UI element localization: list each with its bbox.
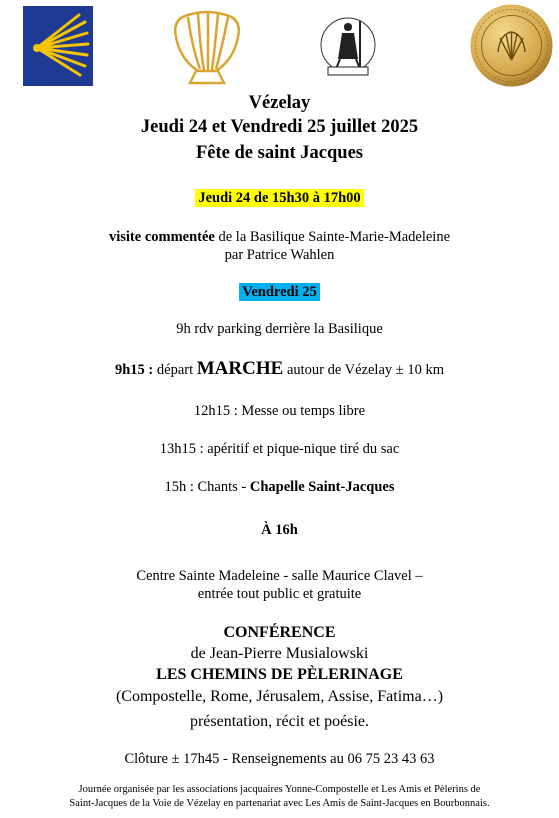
friday-rdv: 9h rdv parking derrière la Basilique	[176, 321, 383, 337]
walk-pre: départ	[153, 362, 197, 378]
footer-line2: Saint-Jacques de la Voie de Vézelay en partenariat avec Les Amis de Saint-Jacques en Bourbonnais.	[69, 798, 490, 809]
pilgrim-seal-logo	[318, 7, 378, 87]
songs-time: 15h : Chants -	[164, 479, 250, 495]
title-town: Vézelay	[248, 93, 311, 113]
friday-mass: 12h15 : Messe ou temps libre	[193, 403, 366, 419]
scallop-shell-blue-logo	[23, 6, 93, 86]
footer-line1: Journée organisée par les associations jacquaires Yonne-Compostelle et Les Amis et Pèlerins de	[78, 784, 481, 795]
walk-post: autour de Vézelay ± 10 km	[283, 362, 445, 378]
visit-label: visite commentée	[108, 229, 215, 245]
thursday-banner	[0, 189, 559, 207]
venue-line1: Centre Sainte Madeleine - salle Maurice Clavel –	[136, 568, 423, 584]
visit-place: de la Basilique Sainte-Marie-Madeleine	[214, 229, 451, 245]
title-event: Fête de saint Jacques	[196, 143, 363, 163]
walk-title: MARCHE	[196, 358, 284, 379]
visit-guide: par Patrice Wahlen	[224, 247, 335, 263]
title-dates: Jeudi 24 et Vendredi 25 juillet 2025	[140, 117, 419, 137]
friday-banner	[0, 283, 559, 301]
closing-info: Clôture ± 17h45 - Renseignements au 06 75 23 43 63	[124, 751, 435, 767]
afternoon-time: À 16h	[261, 522, 298, 538]
conference-routes: (Compostelle, Rome, Jérusalem, Assise, Fatima…)	[115, 688, 444, 705]
friday-walk	[0, 360, 559, 379]
friday-banner-text: Vendredi 25	[239, 283, 320, 301]
venue-line2: entrée tout public et gratuite	[197, 586, 362, 602]
scallop-shell-gold-outline-logo	[168, 7, 246, 89]
conference-format: présentation, récit et poésie.	[189, 713, 370, 730]
songs-place: Chapelle Saint-Jacques	[249, 479, 395, 495]
logo-strip	[0, 0, 559, 96]
friday-lunch: 13h15 : apéritif et pique-nique tiré du sac	[159, 441, 400, 457]
conference-speaker: de Jean-Pierre Musialowski	[190, 645, 369, 662]
conference-label: CONFÉRENCE	[223, 624, 336, 641]
walk-time: 9h15 :	[114, 362, 154, 378]
amis-pelerins-gold-seal-logo	[470, 4, 553, 87]
conference-title: LES CHEMINS DE PÈLERINAGE	[156, 666, 403, 683]
friday-songs	[0, 478, 559, 496]
thursday-visit	[0, 228, 559, 246]
thursday-banner-text: Jeudi 24 de 15h30 à 17h00	[195, 189, 363, 207]
